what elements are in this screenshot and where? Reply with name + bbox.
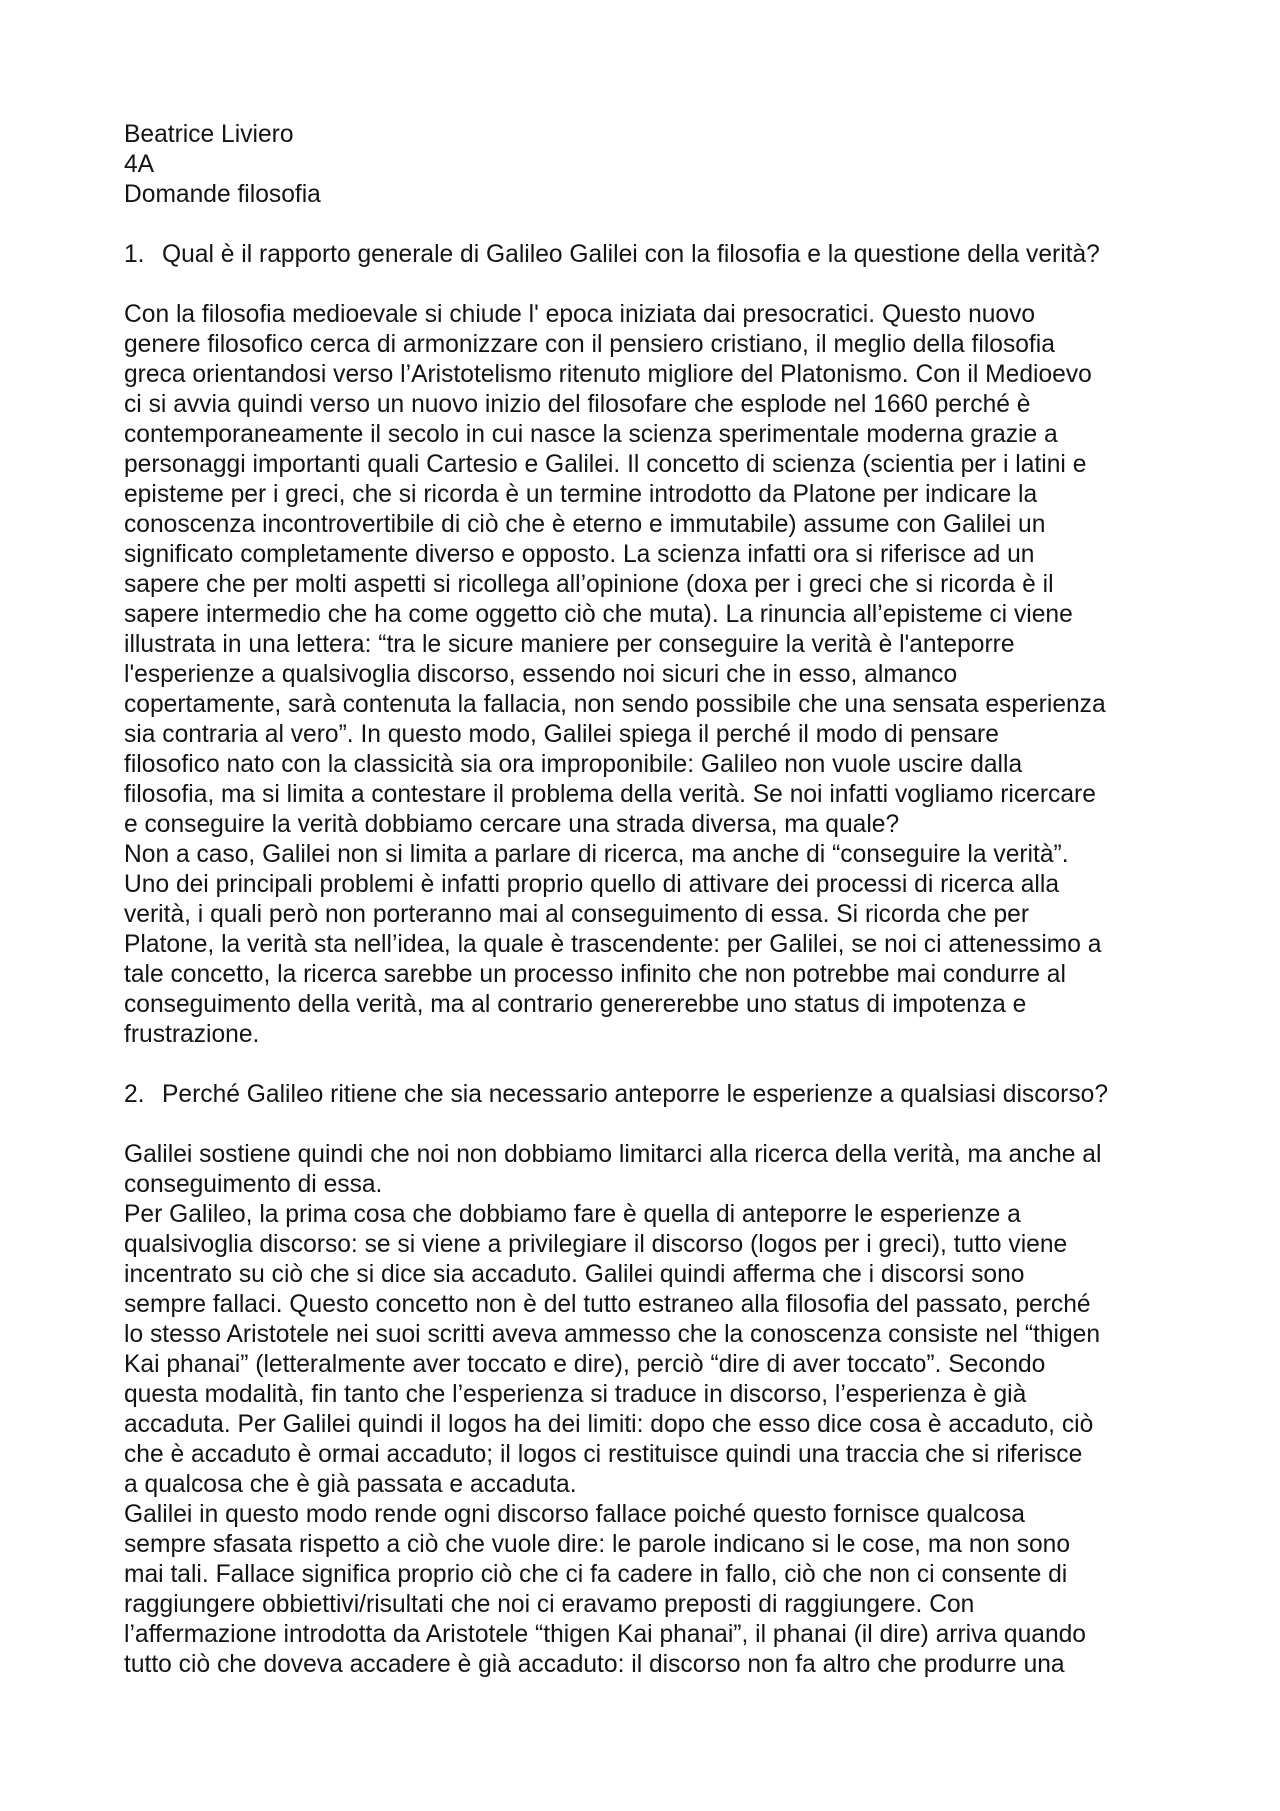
answer-line: questa modalità, fin tanto che l’esperienza si traduce in discorso, l’esperienza è già: [124, 1381, 1027, 1408]
answer-line: conoscenza incontrovertibile di ciò che è eterno e immutabile) assume con Galilei un: [124, 511, 1046, 538]
answer-line: significato completamente diverso e opposto. La scienza infatti ora si riferisce ad un: [124, 541, 1035, 568]
document-header: [124, 120, 1170, 210]
answer-line: accaduta. Per Galilei quindi il logos ha dei limiti: dopo che esso dice cosa è accaduto, ciò: [124, 1411, 1094, 1438]
answer-line: e conseguire la verità dobbiamo cercare una strada diversa, ma quale?: [124, 811, 900, 838]
answer-line: Galilei in questo modo rende ogni discorso fallace poiché questo fornisce qualcosa: [124, 1501, 1025, 1528]
answer-line: contemporaneamente il secolo in cui nasce la scienza sperimentale moderna grazie a: [124, 421, 1058, 448]
answer-line: sia contraria al vero”. In questo modo, Galilei spiega il perché il modo di pensare: [124, 721, 999, 748]
answer-line: personaggi importanti quali Cartesio e Galilei. Il concetto di scienza (scientia per i latini e: [124, 451, 1087, 478]
answer-line: Platone, la verità sta nell’idea, la quale è trascendente: per Galilei, se noi ci attenessimo a: [124, 931, 1102, 958]
answer-line: illustrata in una lettera: “tra le sicure maniere per conseguire la verità è l'anteporre: [124, 631, 1015, 658]
answer-line: conseguimento di essa.: [124, 1171, 383, 1198]
answer-line: Uno dei principali problemi è infatti proprio quello di attivare dei processi di ricerca alla: [124, 871, 1060, 898]
answer-line: ci si avvia quindi verso un nuovo inizio del filosofare che esplode nel 1660 perché è: [124, 391, 1031, 418]
author-name: Beatrice Liviero: [124, 121, 294, 148]
answer-line: qualsivoglia discorso: se si viene a privilegiare il discorso (logos per i greci), tutto viene: [124, 1231, 1068, 1258]
answer-line: a qualcosa che è già passata e accaduta.: [124, 1471, 577, 1498]
answer-line: Galilei sostiene quindi che noi non dobbiamo limitarci alla ricerca della verità, ma anche al: [124, 1141, 1102, 1168]
class-label: 4A: [124, 151, 155, 178]
answer-line: tutto ciò che doveva accadere è già accaduto: il discorso non fa altro che produrre una: [124, 1651, 1065, 1678]
question-text: Perché Galileo ritiene che sia necessario anteporre le esperienze a qualsiasi discorso?: [162, 1081, 1109, 1108]
subject-label: Domande filosofia: [124, 181, 321, 208]
answer-line: lo stesso Aristotele nei suoi scritti aveva ammesso che la conoscenza consiste nel “thigen: [124, 1321, 1101, 1348]
answer-line: frustrazione.: [124, 1021, 260, 1048]
question-1: [124, 240, 1170, 270]
answer-line: greca orientandosi verso l’Aristotelismo ritenuto migliore del Platonismo. Con il Medioevo: [124, 361, 1092, 388]
answer-line: mai tali. Fallace significa proprio ciò che ci fa cadere in fallo, ciò che non ci consente di: [124, 1561, 1068, 1588]
question-text: Qual è il rapporto generale di Galileo Galilei con la filosofia e la questione della verità?: [162, 241, 1100, 268]
answer-line: Per Galileo, la prima cosa che dobbiamo fare è quella di anteporre le esperienze a: [124, 1201, 1021, 1228]
answer-line: sempre fallaci. Questo concetto non è del tutto estraneo alla filosofia del passato, perché: [124, 1291, 1091, 1318]
answer-line: che è accaduto è ormai accaduto; il logos ci restituisce quindi una traccia che si riferisce: [124, 1441, 1083, 1468]
question-2: [124, 1080, 1170, 1110]
answer-1: [124, 300, 1170, 1050]
answer-line: raggiungere obbiettivi/risultati che noi ci eravamo preposti di raggiungere. Con: [124, 1591, 975, 1618]
question-number: 1.: [124, 241, 145, 268]
answer-line: sapere che per molti aspetti si ricollega all’opinione (doxa per i greci che si ricorda è il: [124, 571, 1054, 598]
answer-2: [124, 1140, 1170, 1680]
answer-line: tale concetto, la ricerca sarebbe un processo infinito che non potrebbe mai condurre al: [124, 961, 1066, 988]
answer-line: incentrato su ciò che si dice sia accaduto. Galilei quindi afferma che i discorsi sono: [124, 1261, 1025, 1288]
answer-line: genere filosofico cerca di armonizzare con il pensiero cristiano, il meglio della filosofia: [124, 331, 1055, 358]
answer-line: sempre sfasata rispetto a ciò che vuole dire: le parole indicano si le cose, ma non sono: [124, 1531, 1071, 1558]
answer-line: copertamente, sarà contenuta la fallacia, non sendo possibile che una sensata esperienza: [124, 691, 1106, 718]
answer-line: l’affermazione introdotta da Aristotele “thigen Kai phanai”, il phanai (il dire) arriva quando: [124, 1621, 1086, 1648]
answer-line: Non a caso, Galilei non si limita a parlare di ricerca, ma anche di “conseguire la verità”.: [124, 841, 1069, 868]
answer-line: l'esperienze a qualsivoglia discorso, essendo noi sicuri che in esso, almanco: [124, 661, 958, 688]
answer-line: filosofico nato con la classicità sia ora improponibile: Galileo non vuole uscire dalla: [124, 751, 1023, 778]
answer-line: filosofia, ma si limita a contestare il problema della verità. Se noi infatti vogliamo ricercare: [124, 781, 1096, 808]
answer-line: Con la filosofia medioevale si chiude l' epoca iniziata dai presocratici. Questo nuovo: [124, 301, 1036, 328]
answer-line: sapere intermedio che ha come oggetto ciò che muta). La rinuncia all’episteme ci viene: [124, 601, 1073, 628]
answer-line: verità, i quali però non porteranno mai al conseguimento di essa. Si ricorda che per: [124, 901, 1030, 928]
answer-line: Kai phanai” (letteralmente aver toccato e dire), perciò “dire di aver toccato”. Secondo: [124, 1351, 1046, 1378]
answer-line: conseguimento della verità, ma al contrario genererebbe uno status di impotenza e: [124, 991, 1027, 1018]
answer-line: episteme per i greci, che si ricorda è un termine introdotto da Platone per indicare la: [124, 481, 1038, 508]
question-number: 2.: [124, 1081, 145, 1108]
